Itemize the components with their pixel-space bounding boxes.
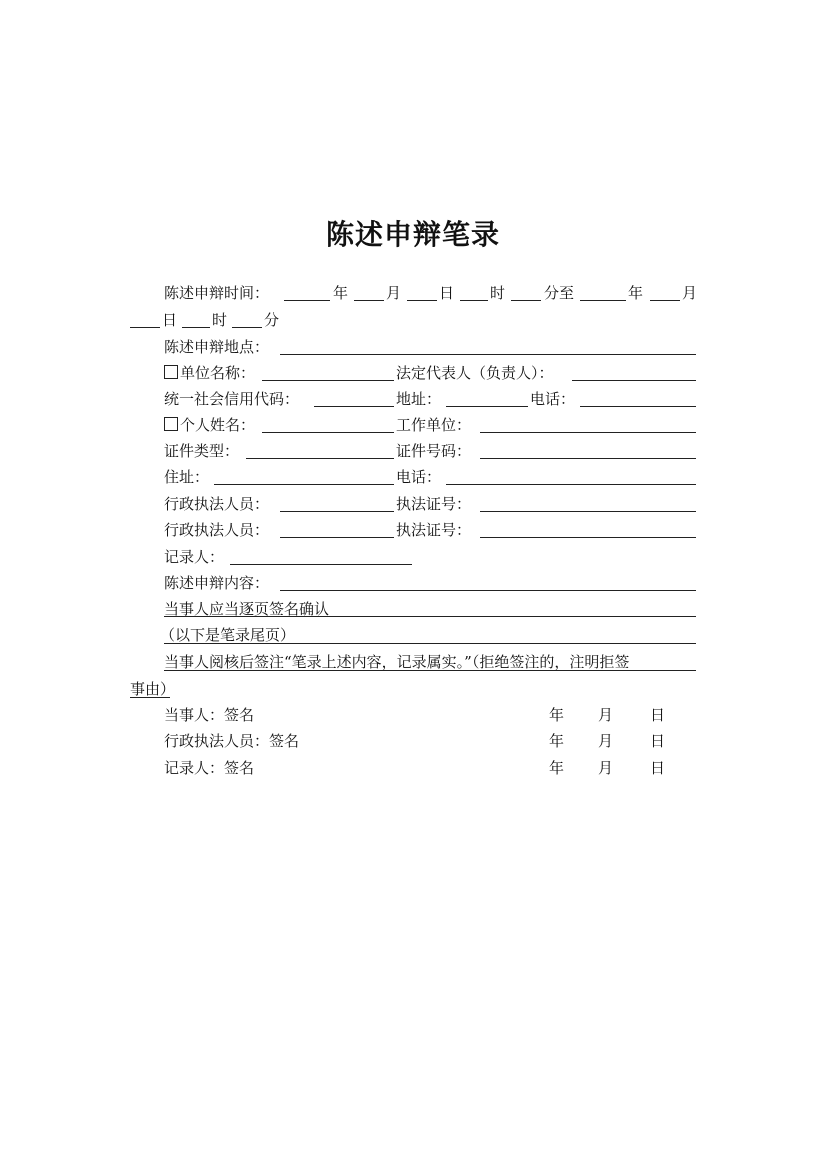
month-text: 月 [386, 284, 402, 302]
officer-signature-label: 行政执法人员：签名 [164, 732, 300, 750]
hour2-blank[interactable] [182, 327, 210, 328]
credit-code-label: 统一社会信用代码： [164, 390, 300, 408]
month-blank[interactable] [354, 300, 384, 301]
confirm-line-1[interactable] [164, 670, 696, 671]
recorder-label: 记录人： [164, 548, 225, 566]
id-type-label: 证件类型： [164, 442, 240, 460]
residence-field[interactable] [214, 484, 394, 485]
person-name-label: 个人姓名： [164, 415, 255, 435]
day-blank[interactable] [407, 300, 437, 301]
confirm-line-2[interactable] [130, 697, 170, 698]
day2-text: 日 [162, 311, 178, 329]
minute2-blank[interactable] [232, 327, 262, 328]
officer-sign-year: 年 [549, 732, 565, 750]
person-name-field[interactable] [262, 432, 394, 433]
page-confirm-note: 当事人应当逐页签名确认 [164, 600, 330, 618]
hour2-text: 时 [212, 311, 228, 329]
person-phone-label: 电话： [396, 468, 442, 486]
legal-rep-field[interactable] [572, 380, 696, 381]
day2-blank[interactable] [130, 327, 160, 328]
id-number-label: 证件号码： [396, 442, 472, 460]
hour-text: 时 [490, 284, 506, 302]
work-unit-field[interactable] [480, 432, 696, 433]
time-label: 陈述申辩时间： [164, 284, 270, 302]
minute-to-text: 分至 [544, 284, 575, 302]
party-sign-month: 月 [598, 706, 614, 724]
person-phone-field[interactable] [446, 484, 696, 485]
unit-address-label: 地址： [396, 390, 442, 408]
day-text: 日 [439, 284, 455, 302]
confirm-instruction-line-2: 事由） [130, 680, 176, 698]
unit-name-label: 单位名称： [164, 363, 255, 383]
place-field[interactable] [280, 354, 696, 355]
unit-name-field[interactable] [262, 380, 394, 381]
officer-1-cert-label: 执法证号： [396, 495, 472, 513]
content-field[interactable] [280, 590, 696, 591]
officer-sign-day: 日 [650, 732, 666, 750]
year2-text: 年 [628, 284, 644, 302]
work-unit-label: 工作单位： [396, 416, 472, 434]
officer-1-field[interactable] [280, 511, 394, 512]
unit-phone-field[interactable] [580, 406, 696, 407]
party-sign-year: 年 [549, 706, 565, 724]
credit-code-field[interactable] [314, 406, 394, 407]
unit-address-field[interactable] [446, 406, 528, 407]
officer-2-field[interactable] [280, 537, 394, 538]
minute2-text: 分 [264, 311, 280, 329]
year-blank[interactable] [284, 300, 330, 301]
legal-rep-label: 法定代表人（负责人）： [396, 364, 554, 382]
officer-2-label: 行政执法人员： [164, 521, 270, 539]
party-sign-day: 日 [650, 706, 666, 724]
recorder-sign-year: 年 [549, 759, 565, 777]
month2-blank[interactable] [650, 300, 680, 301]
minute-blank[interactable] [511, 300, 541, 301]
place-label: 陈述申辩地点： [164, 338, 270, 356]
recorder-sign-day: 日 [650, 759, 666, 777]
content-line-2[interactable] [164, 643, 696, 644]
officer-sign-month: 月 [598, 732, 614, 750]
officer-2-cert-field[interactable] [480, 537, 696, 538]
unit-checkbox[interactable] [164, 365, 178, 379]
id-type-field[interactable] [246, 458, 394, 459]
confirm-instruction-line-1: 当事人阅核后签注“笔录上述内容，记录属实。”（拒绝签注的，注明拒签 [164, 653, 630, 671]
recorder-sign-month: 月 [598, 759, 614, 777]
document-title: 陈述申辩笔录 [325, 218, 500, 251]
recorder-signature-label: 记录人：签名 [164, 759, 255, 777]
month2-text: 月 [682, 284, 698, 302]
residence-label: 住址： [164, 468, 210, 486]
recorder-field[interactable] [230, 564, 412, 565]
officer-1-cert-field[interactable] [480, 511, 696, 512]
unit-phone-label: 电话： [530, 390, 576, 408]
year2-blank[interactable] [580, 300, 626, 301]
content-line-1[interactable] [164, 616, 696, 617]
content-label: 陈述申辩内容： [164, 574, 270, 592]
officer-1-label: 行政执法人员： [164, 495, 270, 513]
year-text: 年 [333, 284, 349, 302]
officer-2-cert-label: 执法证号： [396, 521, 472, 539]
person-checkbox[interactable] [164, 417, 178, 431]
id-number-field[interactable] [480, 458, 696, 459]
hour-blank[interactable] [460, 300, 488, 301]
tail-page-note: （以下是笔录尾页） [160, 626, 296, 644]
party-signature-label: 当事人：签名 [164, 706, 255, 724]
